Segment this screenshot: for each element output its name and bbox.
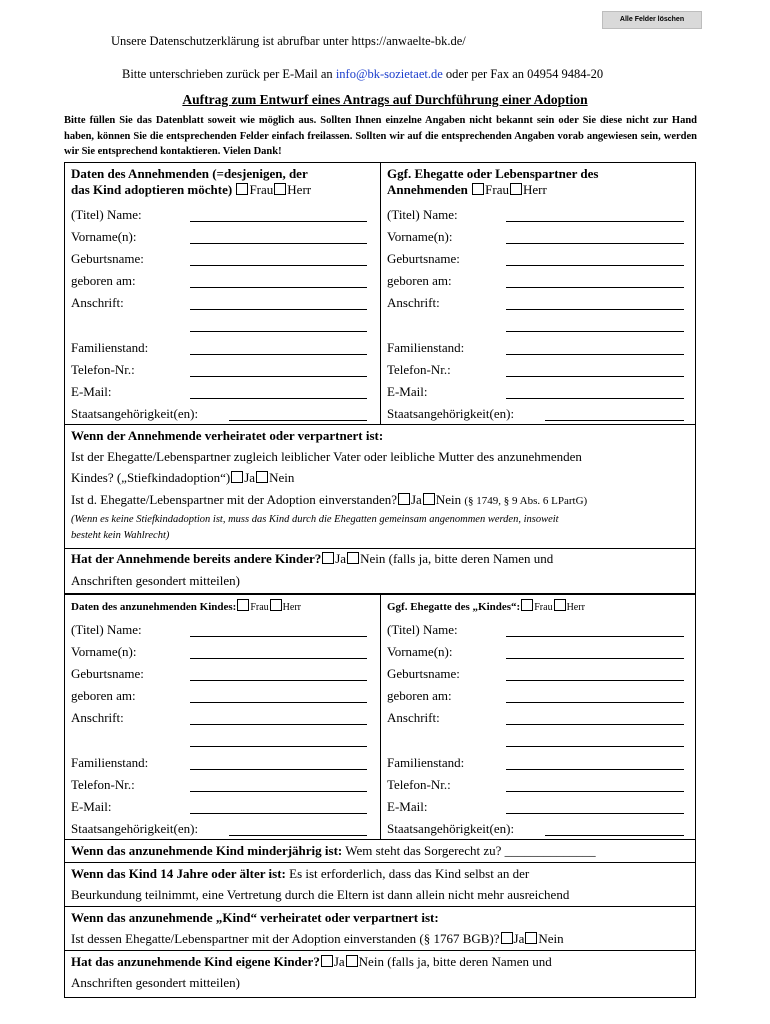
nein-label: Nein	[538, 931, 564, 946]
child-heading	[71, 599, 301, 613]
frau-label: Frau	[534, 602, 553, 613]
left-heading-line1: Daten des Annehmenden (=desjenigen, der	[71, 166, 308, 181]
child-right-geboren-field[interactable]	[506, 702, 684, 703]
child-left-staat-label: Staatsangehörigkeit(en):	[71, 821, 199, 836]
herr-checkbox[interactable]	[554, 599, 566, 611]
parent-right-telefon-label: Telefon-Nr.:	[387, 362, 451, 377]
nein-label: Nein	[358, 954, 384, 969]
child-left-geboren-field[interactable]	[190, 702, 367, 703]
age14-text: Es ist erforderlich, dass das Kind selbst an der	[285, 866, 530, 881]
frau-checkbox[interactable]	[521, 599, 533, 611]
parent-right-telefon-field[interactable]	[506, 376, 684, 377]
parent-left-anschrift-label: Anschrift:	[71, 295, 124, 310]
frau-checkbox[interactable]	[472, 183, 484, 195]
right-heading-text: Annehmenden	[387, 182, 468, 197]
page-title: Auftrag zum Entwurf eines Antrags auf Durchführung einer Adoption	[182, 92, 588, 107]
parent-left-titel-name-field[interactable]	[190, 221, 367, 222]
ja-label: Ja	[244, 470, 256, 485]
child-right-familienstand-field[interactable]	[506, 769, 684, 770]
email-link[interactable]: info@bk-sozietaet.de	[335, 67, 443, 81]
parent-right-familienstand-label: Familienstand:	[387, 340, 465, 355]
herr-checkbox[interactable]	[270, 599, 282, 611]
ja-label: Ja	[410, 492, 422, 507]
child-children-question	[71, 954, 552, 970]
ja-checkbox[interactable]	[231, 471, 243, 483]
child-children-line2: Anschriften gesondert mitteilen)	[71, 975, 240, 990]
parent-right-vorname-field[interactable]	[506, 243, 684, 244]
intro-text: Bitte füllen Sie das Datenblatt soweit wie möglich aus. Sollten Ihnen einzelne Angaben nicht bekannt sein oder Sie diese nicht zur Hand haben, können Sie die entsprechenden Felder einfach freilassen. Sollten wir auf die entsprechenden Angaben vorab angewiesen sein, werden wir Sie entsprechend kontaktieren. Vielen Dank!	[64, 115, 697, 157]
return-instructions	[122, 67, 603, 82]
consent-legal-ref: (§ 1749, § 9 Abs. 6 LPartG)	[464, 495, 588, 507]
parent-left-vorname-label: Vorname(n):	[71, 229, 137, 244]
minor-heading: Wenn das anzunehmende Kind minderjährig ist:	[71, 843, 343, 858]
parent-right-email-field[interactable]	[506, 398, 684, 399]
nein-checkbox[interactable]	[256, 471, 268, 483]
child-left-familienstand-field[interactable]	[190, 769, 367, 770]
ja-checkbox[interactable]	[501, 932, 513, 944]
child-married-heading: Wenn das anzunehmende „Kind“ verheiratet oder verpartnert ist:	[71, 910, 439, 925]
herr-label: Herr	[566, 602, 585, 613]
frau-checkbox[interactable]	[237, 599, 249, 611]
right-heading-line1: Ggf. Ehegatte oder Lebenspartner des	[387, 166, 599, 181]
child-left-telefon-label: Telefon-Nr.:	[71, 777, 135, 792]
child-left-anschrift-label: Anschrift:	[71, 710, 124, 725]
parent-left-anschrift-field[interactable]	[190, 309, 367, 310]
nein-checkbox[interactable]	[423, 493, 435, 505]
parent-right-geburtsname-label: Geburtsname:	[387, 251, 460, 266]
stepchild-question-line1: Ist der Ehegatte/Lebenspartner zugleich leiblicher Vater oder leibliche Mutter des anzunehmenden	[71, 449, 582, 464]
ja-label: Ja	[513, 931, 525, 946]
parent-left-geburtsname-label: Geburtsname:	[71, 251, 144, 266]
return-prefix: Bitte unterschrieben zurück per E-Mail an	[122, 67, 336, 81]
note-line2: besteht kein Wahlrecht)	[71, 530, 170, 541]
herr-label: Herr	[287, 182, 312, 197]
child-right-vorname-label: Vorname(n):	[387, 644, 453, 659]
parent-right-vorname-label: Vorname(n):	[387, 229, 453, 244]
nein-label: Nein	[269, 470, 295, 485]
nein-checkbox[interactable]	[346, 955, 358, 967]
ja-checkbox[interactable]	[398, 493, 410, 505]
child-left-titel-name-label: (Titel) Name:	[71, 622, 142, 637]
parent-left-telefon-field[interactable]	[190, 376, 367, 377]
parent-left-familienstand-field[interactable]	[190, 354, 367, 355]
ja-label: Ja	[333, 954, 345, 969]
other-children-line2: Anschriften gesondert mitteilen)	[71, 573, 240, 588]
frau-label: Frau	[249, 182, 274, 197]
child-children-suffix: (falls ja, bitte deren Namen und	[383, 954, 552, 969]
child-right-email-field[interactable]	[506, 813, 684, 814]
parent-right-email-label: E-Mail:	[387, 384, 428, 399]
parent-right-geburtsname-field[interactable]	[506, 265, 684, 266]
age14-line2: Beurkundung teilnimmt, eine Vertretung durch die Eltern ist dann allein nicht mehr ausreichend	[71, 887, 570, 902]
child-right-familienstand-label: Familienstand:	[387, 755, 465, 770]
parent-right-staat-label: Staatsangehörigkeit(en):	[387, 406, 515, 421]
parent-right-staat-field[interactable]	[545, 420, 684, 421]
child-right-anschrift-field[interactable]	[506, 724, 684, 725]
child-left-familienstand-label: Familienstand:	[71, 755, 149, 770]
child-right-telefon-label: Telefon-Nr.:	[387, 777, 451, 792]
clear-all-fields-button[interactable]: Alle Felder löschen	[602, 11, 702, 29]
child-right-email-label: E-Mail:	[387, 799, 428, 814]
child-left-anschrift-2-field[interactable]	[190, 746, 367, 747]
left-heading-line2	[71, 182, 311, 198]
child-right-staat-label: Staatsangehörigkeit(en):	[387, 821, 515, 836]
parent-left-staat-label: Staatsangehörigkeit(en):	[71, 406, 199, 421]
child-left-anschrift-field[interactable]	[190, 724, 367, 725]
herr-checkbox[interactable]	[274, 183, 286, 195]
child-right-anschrift-label: Anschrift:	[387, 710, 440, 725]
herr-label: Herr	[523, 182, 547, 197]
herr-label: Herr	[282, 602, 301, 613]
right-heading-line2	[387, 182, 547, 198]
other-children-question	[71, 551, 553, 567]
parent-left-geburtsname-field[interactable]	[190, 265, 367, 266]
child-right-titel-name-label: (Titel) Name:	[387, 622, 458, 637]
child-children-heading: Hat das anzunehmende Kind eigene Kinder?	[71, 954, 320, 969]
child-left-geburtsname-field[interactable]	[190, 680, 367, 681]
child-left-email-field[interactable]	[190, 813, 367, 814]
return-suffix: oder per Fax an 04954 9484-20	[442, 67, 604, 81]
consent-question	[71, 492, 587, 508]
frau-label: Frau	[485, 182, 510, 197]
minor-question	[71, 843, 596, 859]
child-right-staat-field[interactable]	[545, 835, 684, 836]
parent-right-geboren-field[interactable]	[506, 287, 684, 288]
parent-left-geboren-field[interactable]	[190, 287, 367, 288]
age14-line1	[71, 866, 529, 882]
child-right-anschrift-2-field[interactable]	[506, 746, 684, 747]
parent-left-staat-field[interactable]	[229, 420, 367, 421]
child-right-telefon-field[interactable]	[506, 791, 684, 792]
child-left-geburtsname-label: Geburtsname:	[71, 666, 144, 681]
minor-text: Wem steht das Sorgerecht zu? ______________	[342, 843, 596, 858]
parent-right-geboren-label: geboren am:	[387, 273, 452, 288]
child-married-question	[71, 931, 564, 947]
herr-checkbox[interactable]	[510, 183, 522, 195]
parent-left-geboren-label: geboren am:	[71, 273, 136, 288]
parent-left-email-label: E-Mail:	[71, 384, 112, 399]
child-left-vorname-field[interactable]	[190, 658, 367, 659]
child-right-geburtsname-field[interactable]	[506, 680, 684, 681]
nein-label: Nein	[360, 551, 386, 566]
consent-question-text: Ist d. Ehegatte/Lebenspartner mit der Adoption einverstanden?	[71, 492, 397, 507]
privacy-notice: Unsere Datenschutzerklärung ist abrufbar unter https://anwaelte-bk.de/	[111, 34, 466, 48]
parent-right-anschrift-field[interactable]	[506, 309, 684, 310]
child-left-email-label: E-Mail:	[71, 799, 112, 814]
age14-heading: Wenn das Kind 14 Jahre oder älter ist:	[71, 866, 286, 881]
parent-left-email-field[interactable]	[190, 398, 367, 399]
child-married-question-text: Ist dessen Ehegatte/Lebenspartner mit der Adoption einverstanden (§ 1767 BGB)?	[71, 931, 500, 946]
child-right-titel-name-field[interactable]	[506, 636, 684, 637]
child-right-vorname-field[interactable]	[506, 658, 684, 659]
parent-left-vorname-field[interactable]	[190, 243, 367, 244]
nein-checkbox[interactable]	[347, 552, 359, 564]
child-heading-text: Daten des anzunehmenden Kindes:	[71, 601, 237, 613]
ja-checkbox[interactable]	[322, 552, 334, 564]
child-left-vorname-label: Vorname(n):	[71, 644, 137, 659]
parent-left-familienstand-label: Familienstand:	[71, 340, 149, 355]
child-left-staat-field[interactable]	[229, 835, 367, 836]
other-children-heading: Hat der Annehmende bereits andere Kinder?	[71, 551, 322, 566]
stepchild-question-line2	[71, 470, 294, 486]
parent-left-telefon-label: Telefon-Nr.:	[71, 362, 135, 377]
stepchild-question-text: Kindes? („Stiefkindadoption“)	[71, 470, 231, 485]
ja-checkbox[interactable]	[321, 955, 333, 967]
nein-checkbox[interactable]	[525, 932, 537, 944]
child-left-titel-name-field[interactable]	[190, 636, 367, 637]
parent-right-titel-name-label: (Titel) Name:	[387, 207, 458, 222]
child-right-geburtsname-label: Geburtsname:	[387, 666, 460, 681]
nein-label: Nein	[435, 492, 462, 507]
parent-right-titel-name-field[interactable]	[506, 221, 684, 222]
parent-right-familienstand-field[interactable]	[506, 354, 684, 355]
note-line1: (Wenn es keine Stiefkindadoption ist, muss das Kind durch die Ehegatten gemeinsam angenommen werden, insoweit	[71, 514, 559, 525]
child-left-geboren-label: geboren am:	[71, 688, 136, 703]
parent-left-anschrift-2-field[interactable]	[190, 331, 367, 332]
child-spouse-heading	[387, 599, 585, 613]
parent-right-anschrift-2-field[interactable]	[506, 331, 684, 332]
other-children-suffix: (falls ja, bitte deren Namen und	[385, 551, 554, 566]
parent-right-anschrift-label: Anschrift:	[387, 295, 440, 310]
child-left-telefon-field[interactable]	[190, 791, 367, 792]
married-heading: Wenn der Annehmende verheiratet oder verpartnert ist:	[71, 428, 384, 443]
left-heading-text: das Kind adoptieren möchte)	[71, 182, 233, 197]
ja-label: Ja	[335, 551, 347, 566]
child-spouse-heading-text: Ggf. Ehegatte des „Kindes“:	[387, 601, 521, 613]
frau-checkbox[interactable]	[236, 183, 248, 195]
child-right-geboren-label: geboren am:	[387, 688, 452, 703]
frau-label: Frau	[250, 602, 269, 613]
parent-left-titel-name-label: (Titel) Name:	[71, 207, 142, 222]
